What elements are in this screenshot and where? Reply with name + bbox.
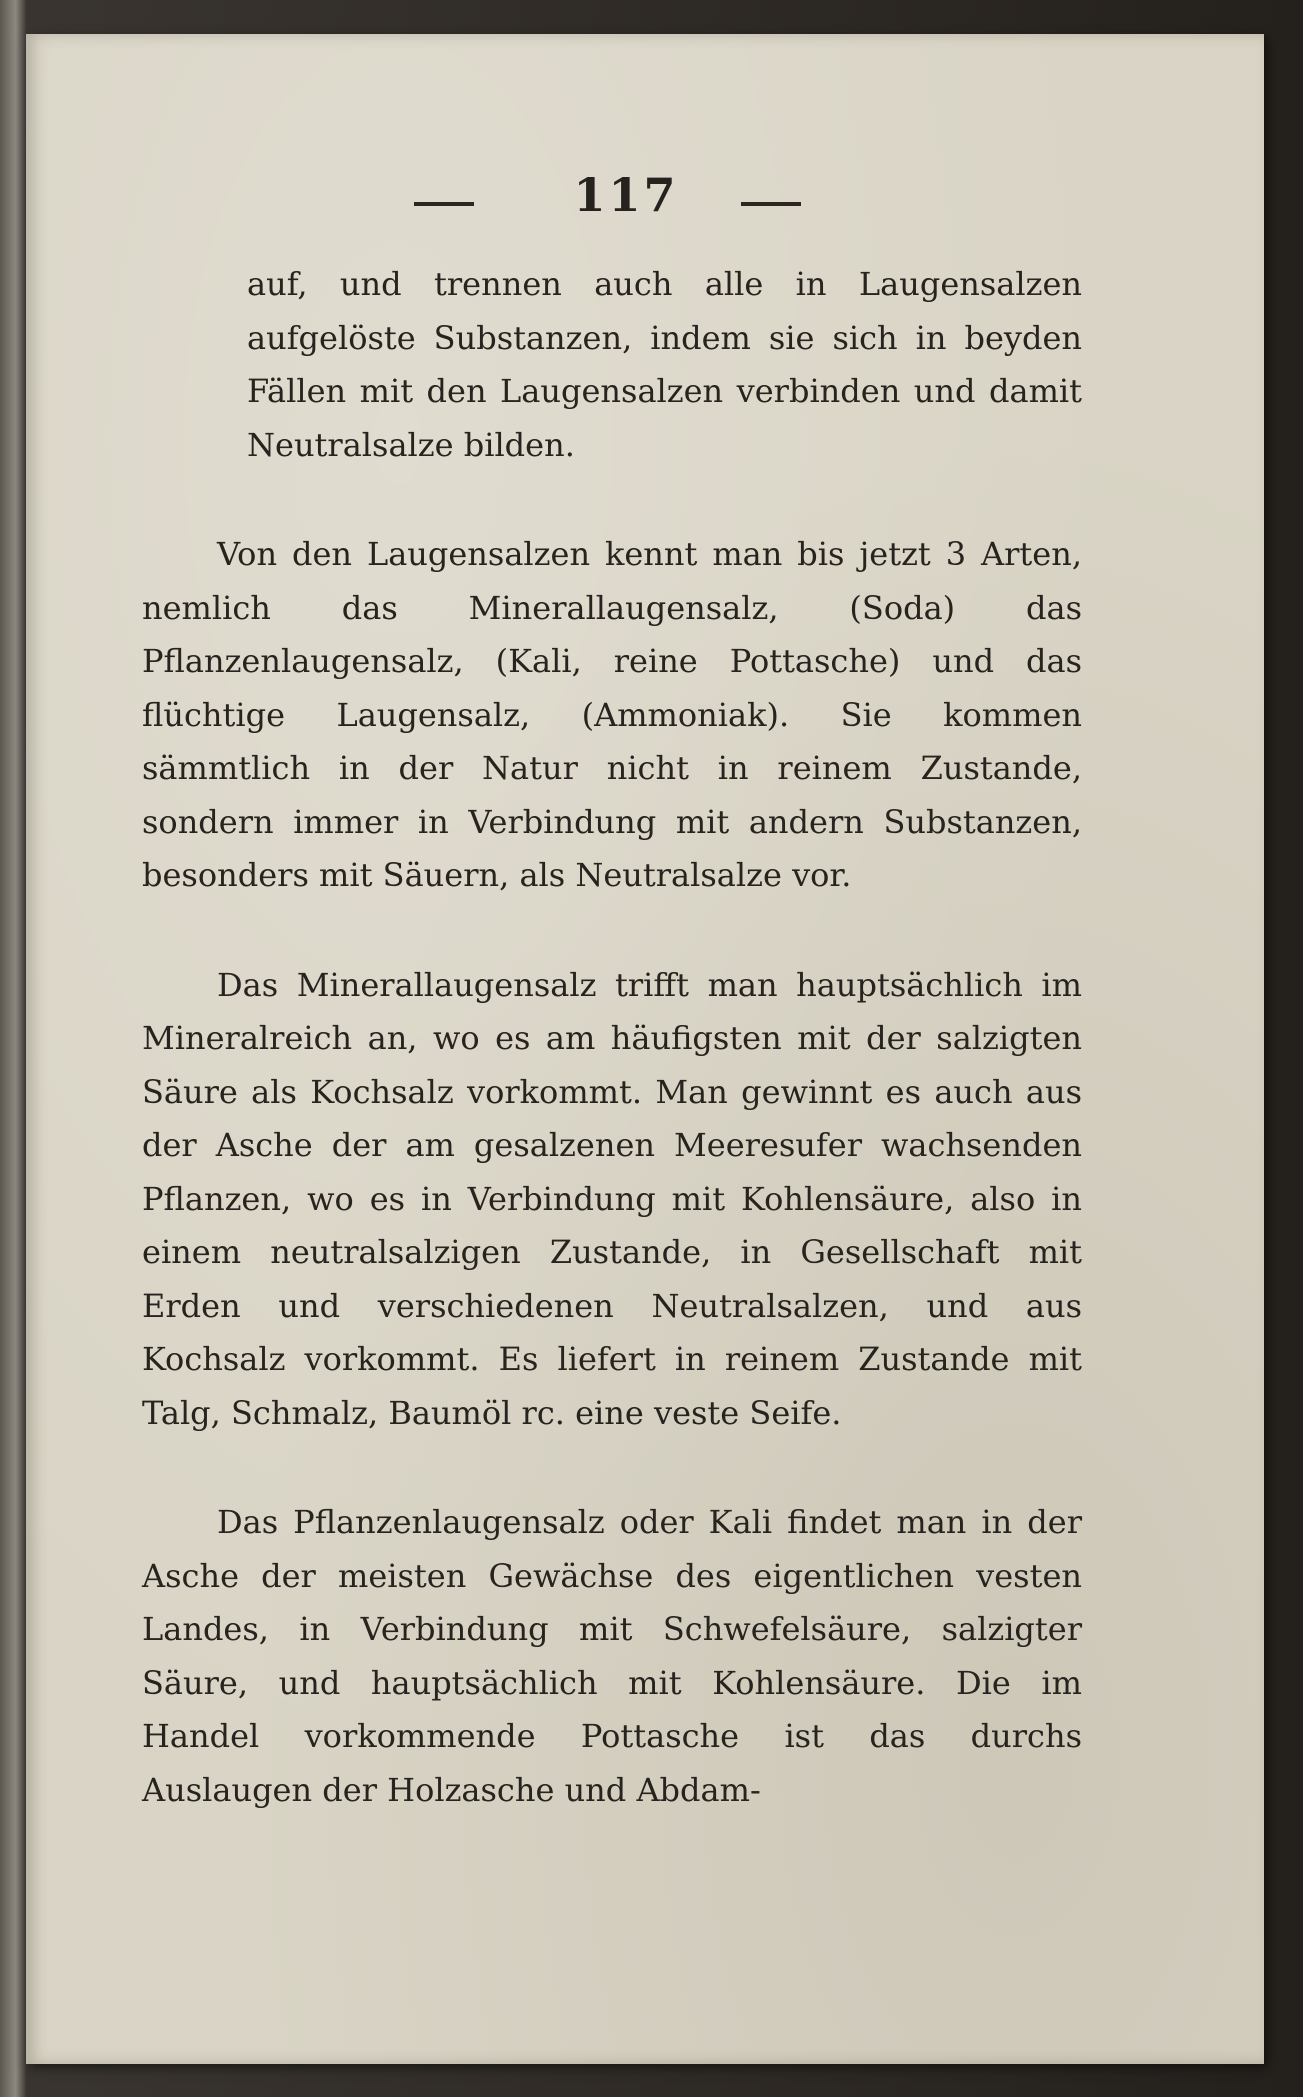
header-rule-left — [414, 202, 474, 206]
page-number: 117 — [573, 168, 679, 222]
paragraph-gap — [142, 472, 1082, 528]
paragraph-4: Das Pflanzenlaugensalz oder Kali findet man in der Asche der meisten Gewächse des eigentlichen vesten Landes, in Verbindung mit Schwefelsäure, salzigter Säure, und hauptsächlich mit Kohlensäure. Die im Handel vorkommende Pottasche ist das durchs Auslaugen der Holzasche und Abdam- — [142, 1503, 1082, 1809]
page-header — [26, 164, 1264, 234]
header-rule-right — [741, 202, 801, 206]
paragraph-gap — [142, 903, 1082, 959]
paragraph-3: Das Minerallaugensalz trifft man hauptsächlich im Mineralreich an, wo es am häufigsten mit der salzigten Säure als Kochsalz vorkommt. Man gewinnt es auch aus der Asche der am gesalzenen Meeresufer wachsenden Pflanzen, wo es in Verbindung mit Kohlensäure, also in einem neutralsalzigen Zustande, in Gesellschaft mit Erden und verschiedenen Neutralsalzen, und aus Kochsalz vorkommt. Es liefert in reinem Zustande mit Talg, Schmalz, Baumöl rc. eine veste Seife. — [142, 965, 1082, 1432]
paragraph-2: Von den Laugensalzen kennt man bis jetzt 3 Arten, nemlich das Minerallaugensalz, (Soda) das Pflanzenlaugensalz, (Kali, reine Pottasche) und das flüchtige Laugensalz, (Ammoniak). Sie kommen sämmtlich in der Natur nicht in reinem Zustande, sondern immer in Verbindung mit andern Substanzen, besonders mit Säuern, als Neutralsalze vor. — [142, 535, 1082, 894]
paragraph-1: auf, und trennen auch alle in Laugensalzen aufgelöste Substanzen, indem sie sich in beyden Fällen mit den Laugensalzen verbinden und damit Neutralsalze bilden. — [247, 265, 1082, 464]
paragraph-gap — [142, 1440, 1082, 1496]
book-spine-edge — [0, 0, 26, 2097]
page-body — [142, 258, 1082, 1817]
book-page — [26, 34, 1264, 2064]
